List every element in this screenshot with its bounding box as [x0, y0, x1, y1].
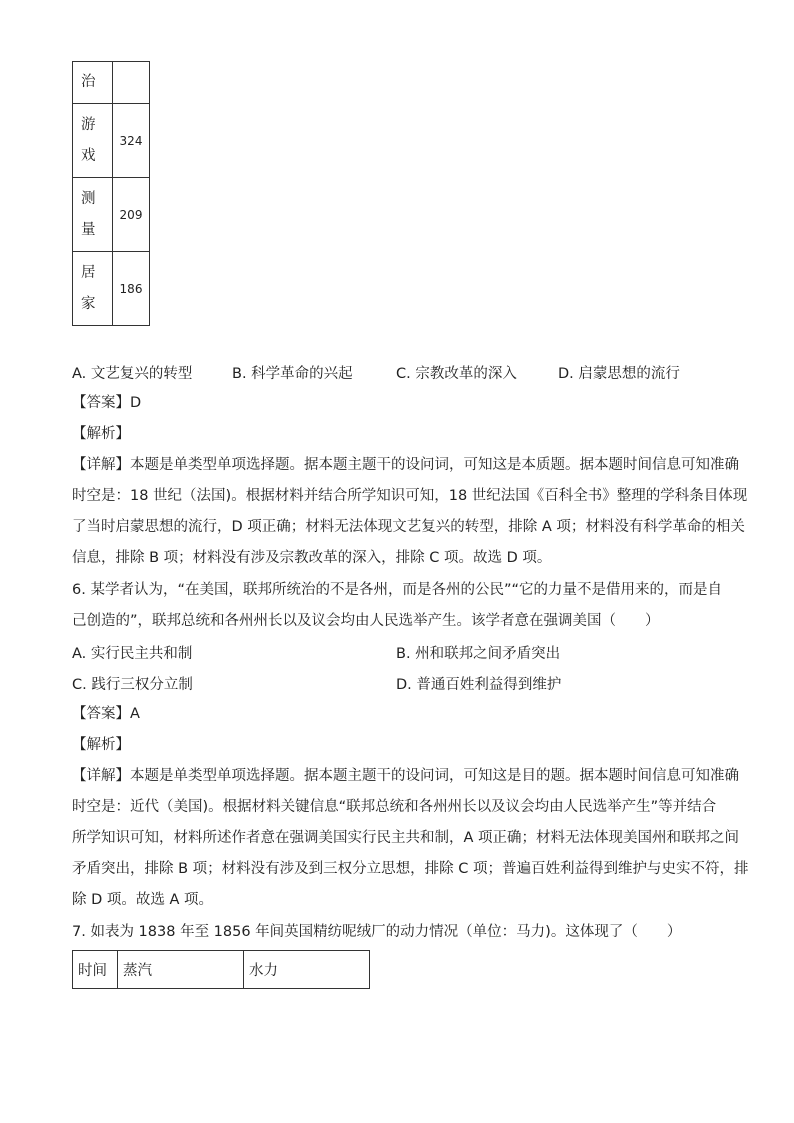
table-row: [73, 62, 150, 104]
table-cell-value: 209: [113, 178, 150, 252]
table-cell-label: 游 戏: [73, 104, 113, 178]
q5-detail-line: 了当时启蒙思想的流行，D 项正确；材料无法体现文艺复兴的转型，排除 A 项；材料没有科学革命的相关: [72, 519, 745, 535]
table-row: [73, 178, 150, 252]
table-cell-label: 测 量: [73, 178, 113, 252]
q5-detail-line: 信息，排除 B 项；材料没有涉及宗教改革的深入，排除 C 项。故选 D 项。: [72, 550, 552, 566]
column-header-time: 时间: [73, 951, 118, 989]
column-header-water: 水力: [244, 951, 370, 989]
table-row: [73, 252, 150, 326]
q5-detail-line: 时空是：18 世纪（法国)。根据材料并结合所学知识可知，18 世纪法国《百科全书》整理的学科条目体现: [72, 488, 748, 504]
q6-detail-line: 时空是：近代（美国)。根据材料关键信息“联邦总统和各州州长以及议会均由人民选举产生”等并结合: [72, 799, 717, 815]
q6-detail-line: 所学知识可知，材料所述作者意在强调美国实行民主共和制，A 项正确；材料无法体现美国州和联邦之间: [72, 830, 740, 846]
q6-stem-line: 己创造的”，联邦总统和各州州长以及议会均由人民选举产生。该学者意在强调美国（ ）: [72, 613, 660, 629]
q6-detail-line: 除 D 项。故选 A 项。: [72, 892, 214, 908]
column-header-steam: 蒸汽: [118, 951, 244, 989]
table-cell-label: 治: [73, 62, 113, 104]
table-header-row: [73, 951, 370, 989]
q6-answer: 【答案】A: [72, 706, 140, 722]
q6-option-b: B. 州和联邦之间矛盾突出: [396, 646, 561, 662]
table-row: [73, 104, 150, 178]
q5-detail-line: 【详解】本题是单类型单项选择题。据本题主题干的设问词，可知这是本质题。据本题时间信息可知准确: [72, 457, 739, 473]
table-cell-value: [113, 62, 150, 104]
q5-answer: 【答案】D: [72, 395, 142, 411]
q5-analysis-title: 【解析】: [72, 426, 130, 442]
q5-option-c: C. 宗教改革的深入: [396, 366, 517, 382]
table-cell-label: 居 家: [73, 252, 113, 326]
q5-option-b: B. 科学革命的兴起: [232, 366, 353, 382]
q7-table: [72, 950, 370, 989]
q5-option-d: D. 启蒙思想的流行: [558, 366, 680, 382]
q6-analysis-title: 【解析】: [72, 737, 130, 753]
top-data-table: [72, 61, 150, 326]
q6-stem-line: 6. 某学者认为，“在美国，联邦所统治的不是各州，而是各州的公民”“它的力量不是借用来的，而是自: [72, 582, 722, 598]
q6-detail-line: 矛盾突出，排除 B 项；材料没有涉及到三权分立思想，排除 C 项；普遍百姓利益得到维护与史实不符，排: [72, 861, 749, 877]
q5-option-a: A. 文艺复兴的转型: [72, 366, 193, 382]
q6-detail-line: 【详解】本题是单类型单项选择题。据本题主题干的设问词，可知这是目的题。据本题时间信息可知准确: [72, 768, 739, 784]
q6-option-c: C. 践行三权分立制: [72, 677, 193, 693]
table-cell-value: 324: [113, 104, 150, 178]
q6-option-a: A. 实行民主共和制: [72, 646, 193, 662]
q6-option-d: D. 普通百姓利益得到维护: [396, 677, 562, 693]
table-cell-value: 186: [113, 252, 150, 326]
q7-stem: 7. 如表为 1838 年至 1856 年间英国精纺呢绒厂的动力情况（单位：马力)。这体现了（ ）: [72, 924, 682, 940]
